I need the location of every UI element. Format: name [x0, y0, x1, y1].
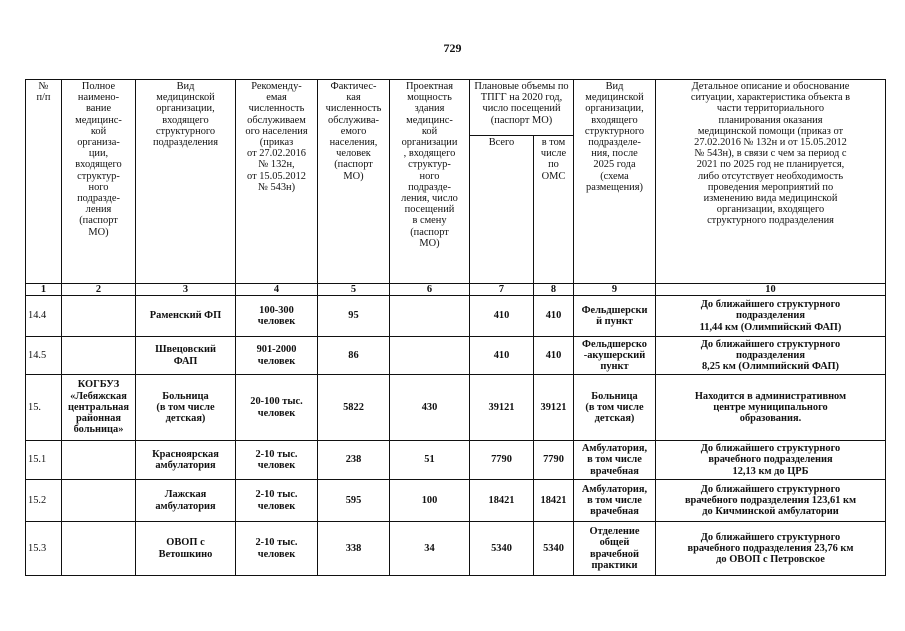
table-row [26, 375, 886, 441]
header-type-after-2025: Вид медицинской организации, входящего структурного подразделе- ния, после 2025 года (схема размещения) [574, 80, 656, 284]
column-numbers-row [26, 284, 886, 296]
row-total: 39121 [470, 375, 534, 441]
row-org [62, 441, 136, 480]
header-planned-volumes: Плановые объемы по ТПГГ на 2020 год, число посещений (паспорт МО) [470, 80, 574, 136]
table-row [26, 522, 886, 576]
row-total: 410 [470, 296, 534, 337]
row-capacity: 51 [390, 441, 470, 480]
col-number: 2 [62, 284, 136, 296]
row-total: 410 [470, 337, 534, 375]
col-number: 10 [656, 284, 886, 296]
row-oms: 39121 [534, 375, 574, 441]
row-oms: 7790 [534, 441, 574, 480]
row-capacity [390, 337, 470, 375]
col-number: 5 [318, 284, 390, 296]
row-recommended: 2-10 тыс. человек [236, 480, 318, 522]
row-num: 14.4 [26, 296, 62, 337]
row-description: До ближайшего структурного подразделения 11,44 км (Олимпийский ФАП) [656, 296, 886, 337]
col-number: 1 [26, 284, 62, 296]
row-type: Швецовский ФАП [136, 337, 236, 375]
col-number: 4 [236, 284, 318, 296]
row-actual: 338 [318, 522, 390, 576]
row-after-2025: Фельдшерски й пункт [574, 296, 656, 337]
row-org [62, 337, 136, 375]
row-after-2025: Отделение общей врачебной практики [574, 522, 656, 576]
header-actual: Фактичес- кая численность обслужива- емого населения, человек (паспорт МО) [318, 80, 390, 284]
row-capacity: 100 [390, 480, 470, 522]
row-org [62, 480, 136, 522]
row-actual: 5822 [318, 375, 390, 441]
header-total: Всего [470, 136, 534, 284]
row-recommended: 100-300 человек [236, 296, 318, 337]
row-oms: 410 [534, 337, 574, 375]
header-recommended: Рекоменду- емая численность обслуживаем ого населения (приказ от 27.02.2016 № 132н, от 15.05.2012 № 543н) [236, 80, 318, 284]
row-num: 15.1 [26, 441, 62, 480]
row-org: КОГБУЗ «Лебяжская центральная районная больница» [62, 375, 136, 441]
row-type: Лажская амбулатория [136, 480, 236, 522]
row-actual: 238 [318, 441, 390, 480]
row-org [62, 296, 136, 337]
row-num: 14.5 [26, 337, 62, 375]
header-description: Детальное описание и обоснование ситуации, характеристика объекта в части территориального планирования оказания медицинской помощи (приказ от 27.02.2016 № 132н и от 15.05.2012 № 543н), в связи с чем за период с 2021 по 2025 год не планируется, либо отсутствует необходимость проведения мероприятий по изменению вида медицинской организации, входящего структурного подразделения [656, 80, 886, 284]
row-after-2025: Фельдшерско -акушерский пункт [574, 337, 656, 375]
table-row [26, 337, 886, 375]
table-row [26, 480, 886, 522]
data-table [25, 79, 886, 576]
row-oms: 5340 [534, 522, 574, 576]
row-recommended: 2-10 тыс. человек [236, 441, 318, 480]
row-recommended: 2-10 тыс. человек [236, 522, 318, 576]
row-after-2025: Амбулатория, в том числе врачебная [574, 480, 656, 522]
row-total: 5340 [470, 522, 534, 576]
row-org [62, 522, 136, 576]
row-description: До ближайшего структурного врачебного подразделения 123,61 км до Кичминской амбулатории [656, 480, 886, 522]
col-number: 8 [534, 284, 574, 296]
row-num: 15. [26, 375, 62, 441]
row-recommended: 20-100 тыс. человек [236, 375, 318, 441]
row-actual: 86 [318, 337, 390, 375]
row-type: ОВОП с Ветошкино [136, 522, 236, 576]
header-oms: в том числе по ОМС [534, 136, 574, 284]
row-oms: 410 [534, 296, 574, 337]
row-capacity [390, 296, 470, 337]
col-number: 9 [574, 284, 656, 296]
table-row [26, 441, 886, 480]
row-description: Находится в административном центре муниципального образования. [656, 375, 886, 441]
header-capacity: Проектная мощность здания медицинс- кой организации , входящего структур- ного подразде- ления, число посещений в смену (паспорт МО) [390, 80, 470, 284]
header-num: № п/п [26, 80, 62, 284]
row-type: Больница (в том числе детская) [136, 375, 236, 441]
row-recommended: 901-2000 человек [236, 337, 318, 375]
row-type: Красноярская амбулатория [136, 441, 236, 480]
row-oms: 18421 [534, 480, 574, 522]
row-description: До ближайшего структурного врачебного подразделения 12,13 км до ЦРБ [656, 441, 886, 480]
row-capacity: 34 [390, 522, 470, 576]
row-num: 15.2 [26, 480, 62, 522]
row-after-2025: Больница (в том числе детская) [574, 375, 656, 441]
header-org-name: Полное наимено- вание медицинс- кой организа- ции, входящего структур- ного подразде- ления (паспорт МО) [62, 80, 136, 284]
header-row [26, 80, 886, 136]
row-actual: 95 [318, 296, 390, 337]
table-row [26, 296, 886, 337]
row-total: 18421 [470, 480, 534, 522]
page-number: 729 [443, 41, 462, 55]
row-num: 15.3 [26, 522, 62, 576]
header-org-type: Вид медицинской организации, входящего структурного подразделения [136, 80, 236, 284]
row-capacity: 430 [390, 375, 470, 441]
row-actual: 595 [318, 480, 390, 522]
row-total: 7790 [470, 441, 534, 480]
col-number: 3 [136, 284, 236, 296]
col-number: 6 [390, 284, 470, 296]
row-description: До ближайшего структурного подразделения 8,25 км (Олимпийский ФАП) [656, 337, 886, 375]
row-description: До ближайшего структурного врачебного подразделения 23,76 км до ОВОП с Петровское [656, 522, 886, 576]
row-type: Раменский ФП [136, 296, 236, 337]
col-number: 7 [470, 284, 534, 296]
row-after-2025: Амбулатория, в том числе врачебная [574, 441, 656, 480]
